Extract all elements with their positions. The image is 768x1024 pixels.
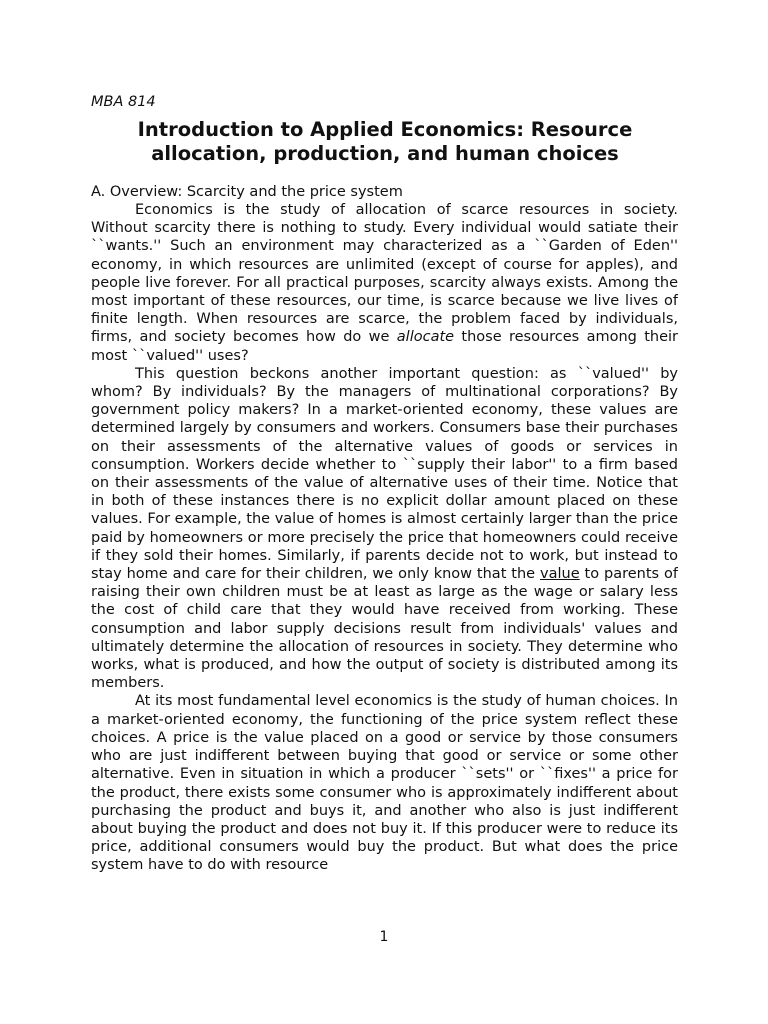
paragraph-2-part-2: to parents of raising their own children must be at least as large as the wage or salary less the cost of child care that they would have received from working. These consumption and labor supply decisions result from individuals' values and ultimately determine the allocation of resources in society. They determine who works, what is produced, and how the output of society is distributed among its members.	[91, 566, 678, 692]
paragraph-1	[91, 201, 678, 365]
course-code: MBA 814	[91, 94, 156, 110]
paragraph-2	[91, 365, 678, 693]
underlined-value: value	[540, 566, 580, 583]
paragraph-1-part-2: those resources among their most ``valued'' uses?	[91, 329, 678, 364]
section-heading: A. Overview: Scarcity and the price system	[91, 184, 403, 200]
paragraph-1-part-1: Economics is the study of allocation of scarce resources in society. Without scarcity there is nothing to study. Every individual would satiate their ``wants.'' Such an environment may characterized as a ``Garden of Eden'' economy, in which resources are unlimited (except of course for apples), and people live forever. For all practical purposes, scarcity always exists. Among the most important of these resources, our time, is scarce because we live lives of finite length. When resources are scarce, the problem faced by individuals, firms, and society becomes how do we	[91, 202, 678, 346]
page-number: 1	[379, 929, 389, 945]
emphasis-allocate: allocate	[396, 329, 455, 346]
paragraph-3: At its most fundamental level economics is the study of human choices. In a market-oriented economy, the functioning of the price system reflect these choices. A price is the value placed on a good or service by those consumers who are just indifferent between buying that good or service or some other alternative. Even in situation in which a producer ``sets'' or ``fixes'' a price for the product, there exists some consumer who is approximately indifferent about purchasing the product and buys it, and another who also is just indifferent about buying the product and does not buy it. If this producer were to reduce its price, additional consumers would buy the product. But what does the price system have to do with resource	[91, 693, 678, 874]
paragraph-2-part-1: This question beckons another important question: as ``valued'' by whom? By individuals? By the managers of multinational corporations? By government policy makers? In a market-oriented economy, these values are determined largely by consumers and workers. Consumers base their purchases on their assessments of the alternative values of goods or services in consumption. Workers decide whether to ``supply their labor'' to a firm based on their assessments of the value of alternative uses of their time. Notice that in both of these instances there is no explicit dollar amount placed on these values. For example, the value of homes is almost certainly larger than the price paid by homeowners or more precisely the price that homeowners could receive if they sold their homes. Similarly, if parents decide not to work, but instead to stay home and care for their children, we only know that the	[91, 365, 678, 583]
document-title: Introduction to Applied Economics: Resource allocation, production, and human choices	[137, 118, 633, 165]
body-text	[91, 201, 678, 875]
